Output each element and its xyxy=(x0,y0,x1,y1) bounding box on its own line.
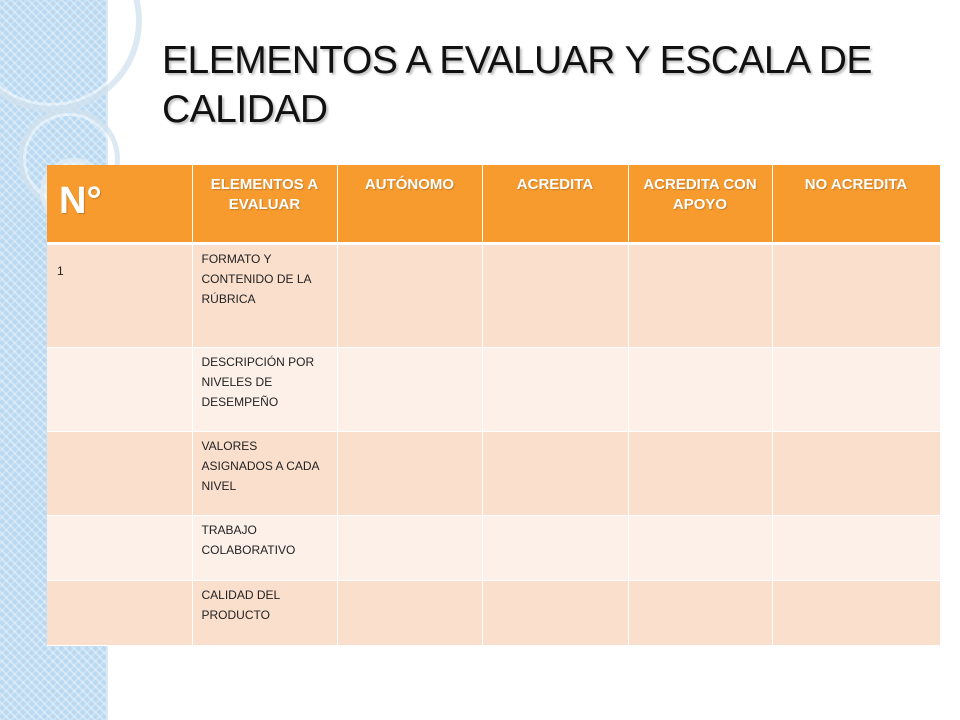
row-element: FORMATO Y CONTENIDO DE LA RÚBRICA xyxy=(192,243,337,347)
cell-autonomo xyxy=(337,515,482,580)
row-element: DESCRIPCIÓN POR NIVELES DE DESEMPEÑO xyxy=(192,347,337,431)
cell-acredita xyxy=(482,243,628,347)
row-element: VALORES ASIGNADOS A CADA NIVEL xyxy=(192,431,337,515)
cell-autonomo xyxy=(337,243,482,347)
evaluation-table xyxy=(47,165,941,646)
cell-no-acredita xyxy=(772,243,940,347)
row-number xyxy=(47,431,192,515)
cell-acredita-con-apoyo xyxy=(628,243,772,347)
row-number xyxy=(47,515,192,580)
header-autonomo: AUTÓNOMO xyxy=(337,165,482,243)
row-number xyxy=(47,347,192,431)
cell-acredita-con-apoyo xyxy=(628,515,772,580)
row-element: CALIDAD DEL PRODUCTO xyxy=(192,580,337,645)
cell-autonomo xyxy=(337,347,482,431)
row-number xyxy=(47,580,192,645)
row-element: TRABAJO COLABORATIVO xyxy=(192,515,337,580)
table-row xyxy=(47,347,940,431)
table-row xyxy=(47,431,940,515)
cell-autonomo xyxy=(337,431,482,515)
table-row xyxy=(47,515,940,580)
decorative-ring xyxy=(0,0,142,112)
cell-acredita-con-apoyo xyxy=(628,347,772,431)
slide-title: ELEMENTOS A EVALUAR Y ESCALA DE CALIDAD xyxy=(162,39,872,131)
header-no-acredita: NO ACREDITA xyxy=(772,165,940,243)
header-acredita-con-apoyo: ACREDITA CON APOYO xyxy=(628,165,772,243)
table-row xyxy=(47,243,940,347)
cell-acredita xyxy=(482,515,628,580)
cell-acredita-con-apoyo xyxy=(628,580,772,645)
row-number: 1 xyxy=(47,243,192,347)
header-number: N° xyxy=(47,165,192,243)
header-elements: ELEMENTOS A EVALUAR xyxy=(192,165,337,243)
cell-acredita xyxy=(482,580,628,645)
cell-autonomo xyxy=(337,580,482,645)
cell-no-acredita xyxy=(772,347,940,431)
cell-no-acredita xyxy=(772,431,940,515)
cell-acredita xyxy=(482,347,628,431)
header-acredita: ACREDITA xyxy=(482,165,628,243)
cell-acredita xyxy=(482,431,628,515)
cell-no-acredita xyxy=(772,580,940,645)
table-header-row xyxy=(47,165,940,243)
cell-acredita-con-apoyo xyxy=(628,431,772,515)
cell-no-acredita xyxy=(772,515,940,580)
table-row xyxy=(47,580,940,645)
